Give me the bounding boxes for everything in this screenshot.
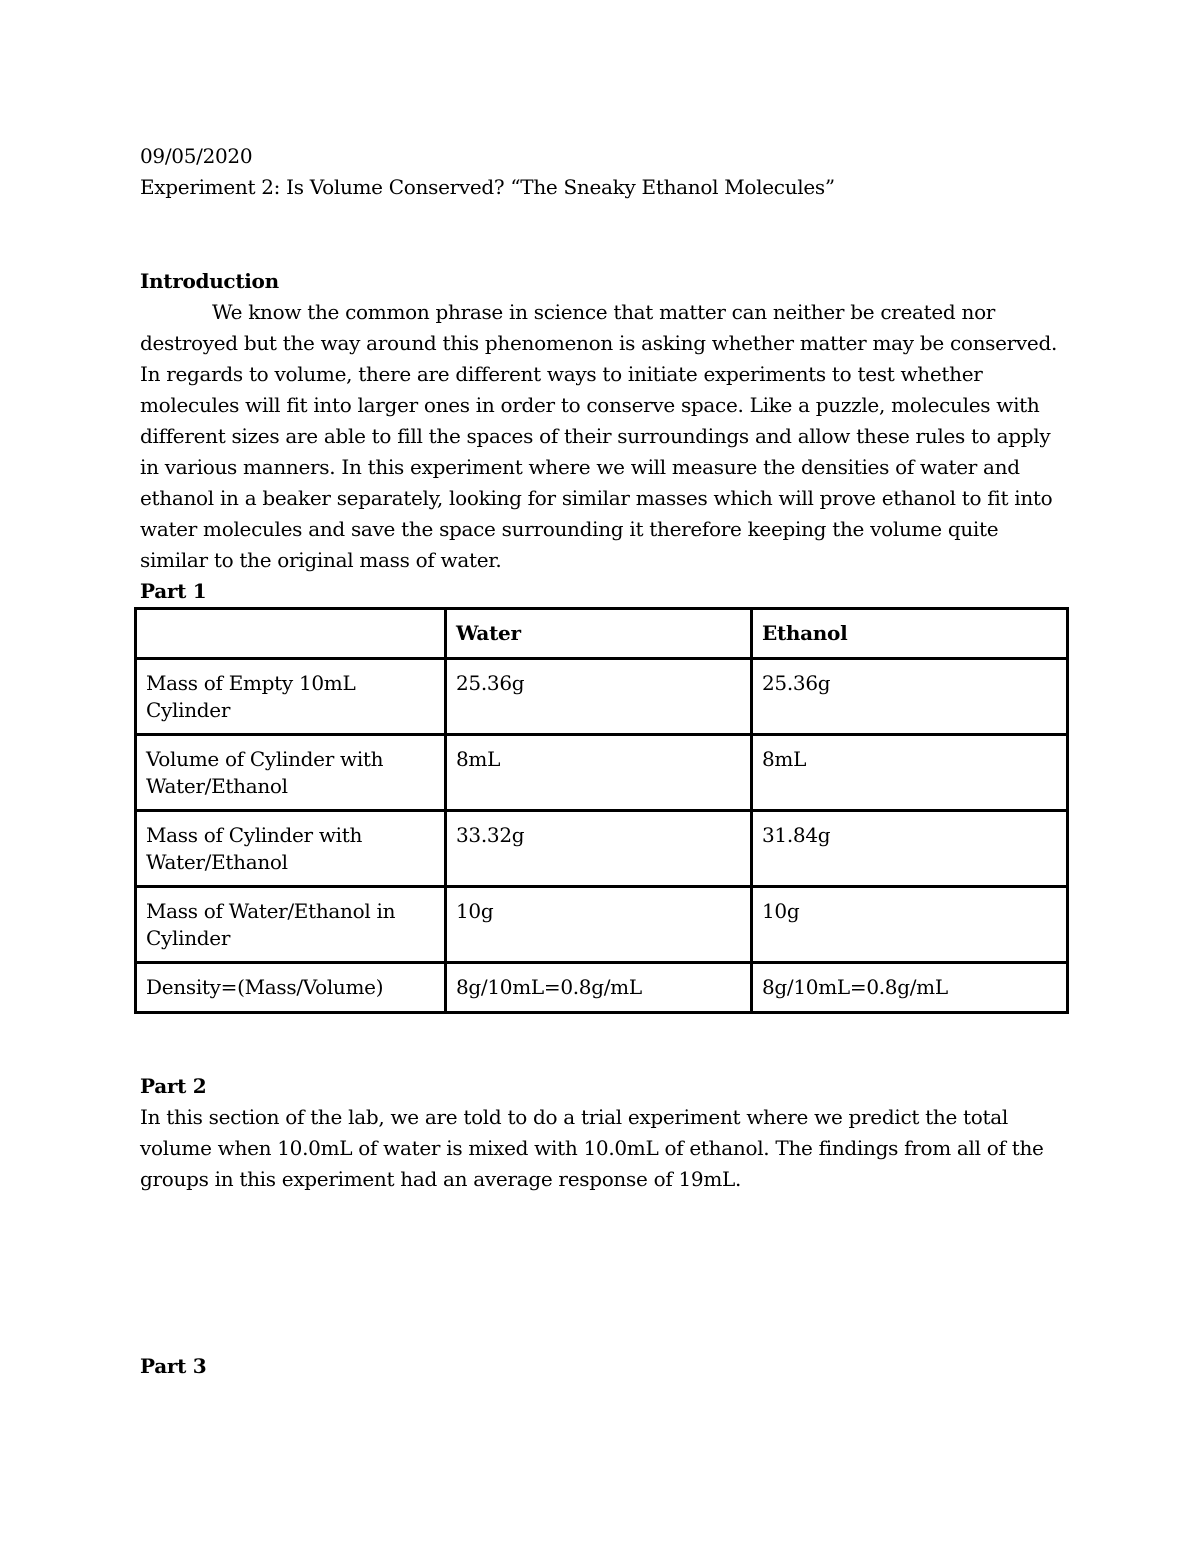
table-row [136, 659, 1068, 735]
table-header-water: Water [446, 609, 752, 659]
table-header-cell [136, 609, 446, 659]
table-header-row [136, 609, 1068, 659]
table-row [136, 735, 1068, 811]
table-row-label: Mass of Empty 10mL Cylinder [136, 659, 446, 735]
table-row [136, 963, 1068, 1013]
table-row [136, 811, 1068, 887]
table-cell-ethanol: 8g/10mL=0.8g/mL [752, 963, 1068, 1013]
table-row-label: Mass of Cylinder with Water/Ethanol [136, 811, 446, 887]
part1-data-table [134, 607, 1069, 1014]
table-cell-ethanol: 8mL [752, 735, 1068, 811]
table-row-label: Mass of Water/Ethanol in Cylinder [136, 887, 446, 963]
introduction-paragraph: We know the common phrase in science that matter can neither be created nor destroyed but the way around this phenomenon is asking whether matter may be conserved. In regards to volume, there are different ways to initiate experiments to test whether molecules will fit into larger ones in order to conserve space. Like a puzzle, molecules with different sizes are able to fill the spaces of their surroundings and allow these rules to apply in various manners. In this experiment where we will measure the densities of water and ethanol in a beaker separately, looking for similar masses which will prove ethanol to fit into water molecules and save the space surrounding it therefore keeping the volume quite similar to the original mass of water. [140, 300, 1058, 572]
part3-heading: Part 3 [140, 1354, 207, 1378]
table-cell-water: 8g/10mL=0.8g/mL [446, 963, 752, 1013]
table-cell-water: 33.32g [446, 811, 752, 887]
table-cell-ethanol: 25.36g [752, 659, 1068, 735]
table-row [136, 887, 1068, 963]
table-cell-ethanol: 31.84g [752, 811, 1068, 887]
table-row-label: Volume of Cylinder with Water/Ethanol [136, 735, 446, 811]
part2-paragraph: In this section of the lab, we are told to do a trial experiment where we predict the total volume when 10.0mL of water is mixed with 10.0mL of ethanol. The findings from all of the groups in this experiment had an average response of 19mL. [140, 1105, 1044, 1191]
table-cell-water: 25.36g [446, 659, 752, 735]
part2-heading: Part 2 [140, 1074, 207, 1098]
document-date: 09/05/2020 [140, 144, 253, 168]
introduction-heading: Introduction [140, 269, 279, 293]
table-row-label: Density=(Mass/Volume) [136, 963, 446, 1013]
table-cell-water: 8mL [446, 735, 752, 811]
part1-heading: Part 1 [140, 579, 207, 603]
table-header-ethanol: Ethanol [752, 609, 1068, 659]
table-cell-ethanol: 10g [752, 887, 1068, 963]
table-cell-water: 10g [446, 887, 752, 963]
experiment-title: Experiment 2: Is Volume Conserved? “The Sneaky Ethanol Molecules” [140, 175, 835, 199]
